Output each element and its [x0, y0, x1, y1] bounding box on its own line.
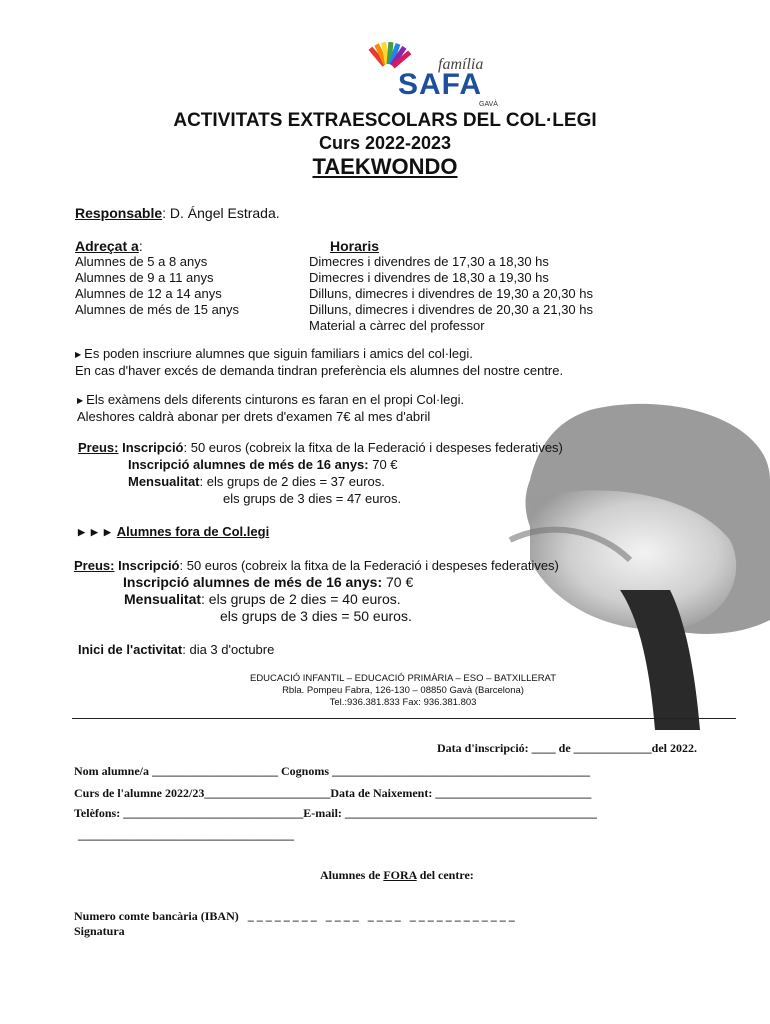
group-item: Alumnes de 12 a 14 anys: [75, 286, 222, 301]
nom-label: Nom alumne/a: [74, 764, 149, 778]
fora-text-b: FORA: [383, 868, 417, 882]
telefons-field[interactable]: ______________________________: [123, 806, 304, 820]
title-taekwondo: TAEKWONDO: [312, 154, 458, 179]
preus2-label: Preus:: [74, 558, 115, 573]
note2-line-b: Aleshores caldrà abonar per drets d'examen 7€ al mes d'abril: [77, 409, 431, 424]
note2: [77, 392, 464, 425]
title-line2: Curs 2022-2023: [318, 133, 452, 153]
separator-line: [72, 718, 736, 719]
footer-line3: Tel.:936.381.833 Fax: 936.381.803: [329, 697, 477, 708]
email-field[interactable]: __________________________________________: [344, 806, 597, 820]
horaris-heading: Horaris: [330, 238, 380, 254]
preus2-major16-value: 70 €: [382, 574, 414, 590]
preus2-mensualitat-value: : els grups de 2 dies = 40 euros.: [201, 591, 401, 607]
footer-line2: Rbla. Pompeu Fabra, 126-130 – 08850 Gavà (Barcelona): [282, 685, 524, 696]
schedule-item: Dimecres i divendres de 18,30 a 19,30 hs: [309, 270, 549, 285]
group-item: Alumnes de més de 15 anys: [75, 302, 240, 317]
fora-heading-text: Alumnes fora de Col.legi: [116, 524, 270, 539]
fora-centre-row: [320, 868, 474, 883]
preus2-inscripcio-row: [74, 558, 559, 573]
logo-safa-text: SAFA: [398, 68, 483, 101]
adreca-heading: [75, 238, 143, 254]
groups-list: [75, 254, 239, 318]
preus2-major16-label: Inscripció alumnes de més de 16 anys:: [123, 574, 383, 590]
preus1-grup3: els grups de 3 dies = 47 euros.: [223, 491, 402, 506]
schedule-list: [309, 254, 593, 334]
iban-label: Numero comte bancària (IBAN): [74, 909, 239, 923]
iban-field[interactable]: _ _ _ _ _ _ _ _ _ _ _ _ _ _ _ _ _ _ _ _ _ _ _ _ _ _ _ _: [247, 909, 515, 923]
inici-label: Inici de l'activitat: [78, 642, 183, 657]
preus2-inscripcio-label: Inscripció: [118, 558, 180, 573]
responsable-value: : D. Ángel Estrada.: [162, 205, 280, 221]
preus1-inscripcio-row: [78, 440, 563, 455]
adreca-colon: :: [138, 238, 143, 254]
schedule-item: Dilluns, dimecres i divendres de 20,30 a 21,30 hs: [309, 302, 593, 317]
preus1-major16-row: [128, 457, 398, 472]
curs-field[interactable]: _____________________: [204, 786, 331, 800]
inici-row: [78, 642, 274, 657]
curs-row: [74, 786, 591, 801]
triple-arrow-icon: ▶▶▶: [78, 527, 117, 537]
footer-line1: EDUCACIÓ INFANTIL – EDUCACIÓ PRIMÀRIA – ESO – BATXILLERAT: [249, 673, 556, 684]
schedule-material: Material a càrrec del professor: [309, 318, 485, 333]
schedule-item: Dimecres i divendres de 17,30 a 18,30 hs: [309, 254, 549, 269]
cognoms-label: Cognoms: [281, 764, 330, 778]
telefons-row: [74, 806, 597, 821]
logo-gava-text: GAVÀ: [479, 101, 498, 108]
naixement-field[interactable]: __________________________: [435, 786, 592, 800]
data-day-field[interactable]: ____: [531, 741, 556, 755]
preus1-mensualitat-value: : els grups de 2 dies = 37 euros.: [199, 474, 385, 489]
fora-text-c: del centre:: [416, 868, 474, 882]
extra-field[interactable]: ____________________________________: [78, 828, 294, 842]
signatura-label: Signatura: [74, 924, 125, 938]
data-inscripcio-label: Data d'inscripció:: [437, 741, 529, 755]
preus1-inscripcio-label: Inscripció: [122, 440, 184, 455]
fora-heading: [78, 524, 269, 539]
schedule-item: Dilluns, dimecres i divendres de 19,30 a 20,30 hs: [309, 286, 593, 301]
preus1-inscripcio-value: : 50 euros (cobreix la fitxa de la Federació i despeses federatives): [183, 440, 563, 455]
preus1-mensualitat-label: Mensualitat: [128, 474, 200, 489]
data-inscripcio-row: [437, 741, 697, 756]
preus2-inscripcio-value: : 50 euros (cobreix la fitxa de la Federació i despeses federatives): [179, 558, 559, 573]
preus1-major16-value: 70 €: [368, 457, 398, 472]
logo-familia-text: família: [438, 56, 484, 73]
responsable-row: [75, 205, 280, 221]
preus2-major16-row: [123, 574, 413, 590]
school-footer: [0, 673, 770, 709]
data-de-text: de: [558, 741, 571, 755]
fora-text-a: Alumnes de: [320, 868, 384, 882]
curs-label: Curs de l'alumne 2022/23: [74, 786, 205, 800]
preus2-grup3: els grups de 3 dies = 50 euros.: [220, 608, 412, 624]
note2-line-a: ▶ Els exàmens dels diferents cinturons es faran en el propi Col·legi.: [77, 392, 464, 409]
adreca-label: Adreçat a: [75, 238, 139, 254]
cognoms-field[interactable]: ___________________________________________: [332, 764, 591, 778]
nom-row: [74, 764, 590, 779]
preus2-mensualitat-row: [124, 591, 401, 607]
inici-value: : dia 3 d'octubre: [182, 642, 275, 657]
preus2-mensualitat-label: Mensualitat: [124, 591, 202, 607]
note1-line-b: En cas d'haver excés de demanda tindran preferència els alumnes del nostre centre.: [75, 363, 564, 378]
naixement-label: Data de Naixement:: [330, 786, 433, 800]
preus1-label: Preus:: [78, 440, 119, 455]
email-label: E-mail:: [303, 806, 342, 820]
group-item: Alumnes de 5 a 8 anys: [75, 254, 208, 269]
nom-field[interactable]: _____________________: [152, 764, 278, 778]
telefons-label: Telèfons:: [74, 806, 121, 820]
iban-row: [74, 909, 515, 924]
title-line1: ACTIVITATS EXTRAESCOLARS DEL COL·LEGI: [173, 110, 597, 131]
note1-line-a: ▶ Es poden inscriure alumnes que siguin familiars i amics del col·legi.: [75, 346, 563, 363]
note1: [75, 346, 563, 379]
preus1-mensualitat-row: [128, 474, 385, 489]
responsable-label: Responsable: [75, 205, 163, 221]
data-month-field[interactable]: _____________: [573, 741, 652, 755]
group-item: Alumnes de 9 a 11 anys: [75, 270, 214, 285]
preus1-major16-label: Inscripció alumnes de més de 16 anys:: [128, 457, 369, 472]
data-year-text: del 2022.: [651, 741, 698, 755]
